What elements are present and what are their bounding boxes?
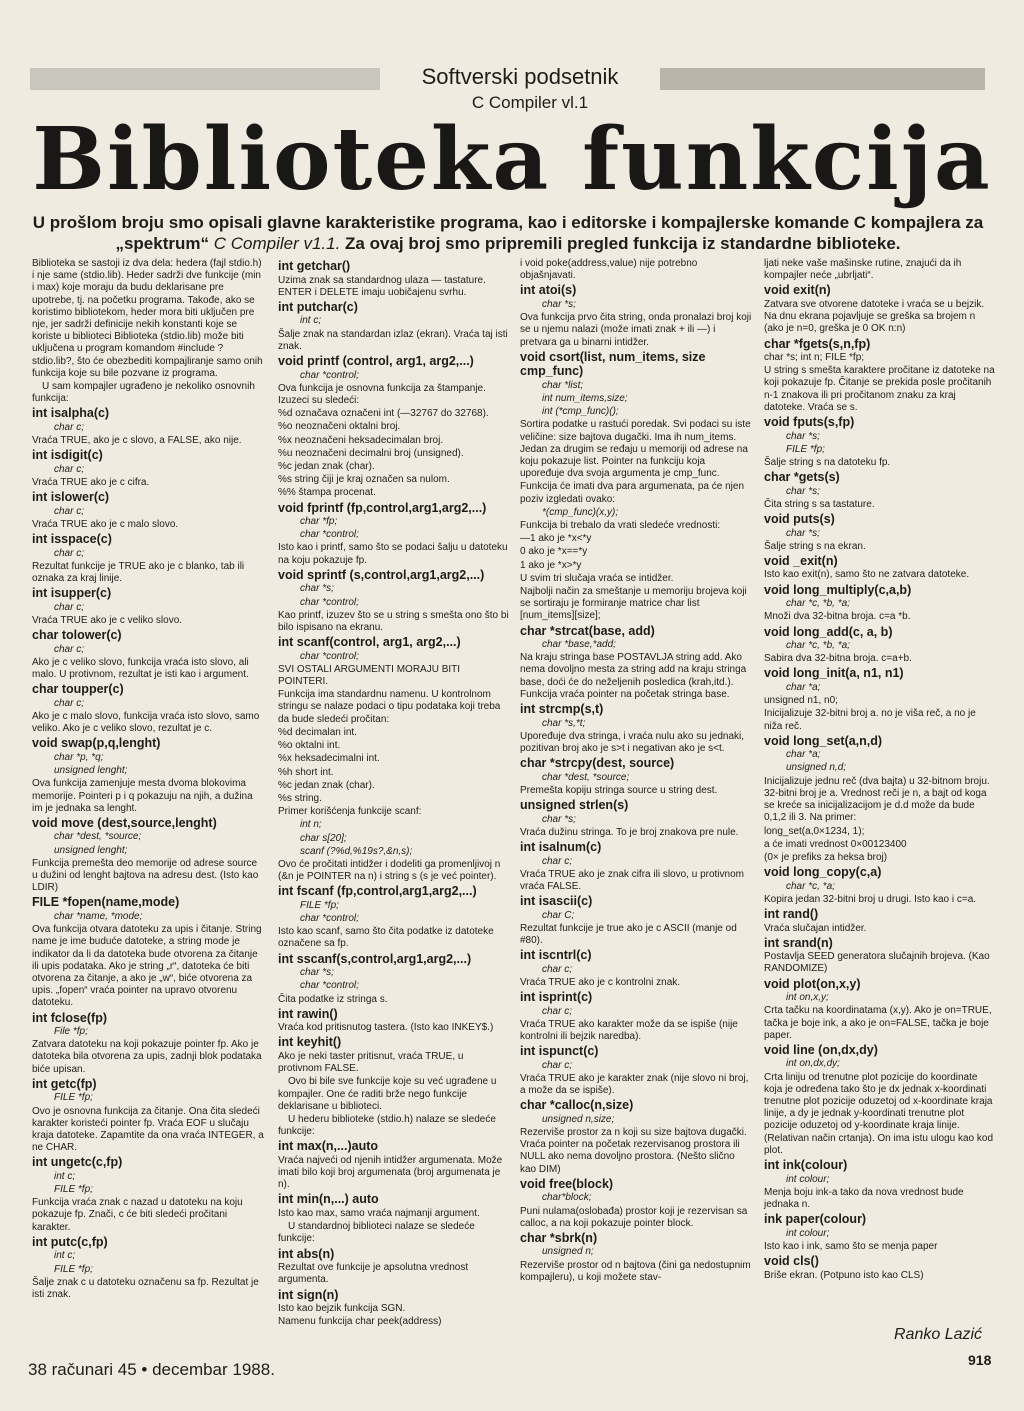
body-text: Zatvara sve otvorene datoteke i vraća se u bejzik. Na dnu ekrana pojavljuje se greška sa brojem n (ako je n=0, greška je 0 OK n:n) <box>764 298 985 335</box>
function-argument: char *name, *mode; <box>54 910 143 922</box>
body-text: Množi dva 32-bitna broja. c=a *b. <box>764 611 911 623</box>
function-signature: void long_init(a, n1, n1) <box>764 666 904 681</box>
function-signature: void csort(list, num_items, size cmp_func) <box>520 349 706 379</box>
body-text: Inicijalizuje 32-bitni broj a. no je viša reč, a no je niža reč. <box>764 708 976 732</box>
function-argument: char *s; <box>786 485 820 497</box>
function-argument: unsigned lenght; <box>54 765 128 777</box>
function-argument: char*block; <box>542 1192 592 1204</box>
body-text: Vraća dužinu stringa. To je broj znakova pre nule. <box>520 826 739 838</box>
body-text: Ovo će pročitati intidžer i dodeliti ga promenljivoj n (&n je POINTER na n) i string s (s je već pointer). <box>278 858 501 883</box>
function-signature: FILE *fopen(name,mode) <box>32 895 180 910</box>
function-signature: int atoi(s) <box>520 283 577 298</box>
function-argument: char *s,*t; <box>542 717 586 729</box>
body-text: Puni nulama(oslobađa) prostor koji je rezervisan sa calloc, a na koji pokazuje pointer block. <box>520 1205 748 1229</box>
body-text: Na kraju stringa base POSTAVLJA string add. Ako nema dovoljno mesta za string add na kraju stringa base, doći će do neželjenih posledica (krah,itd.). Funkcija vraća pointer na početak stringa base. <box>520 652 747 700</box>
function-signature: int keyhit() <box>278 1035 342 1050</box>
body-text: %c jedan znak (char). <box>278 460 375 472</box>
function-signature: ink paper(colour) <box>764 1212 867 1227</box>
body-text: Rezultat ove funkcije je apsolutna vrednost argumenta. <box>278 1262 469 1286</box>
column-2 <box>278 258 510 1329</box>
folio: 38 računari 45 • decembar 1988. <box>28 1360 275 1379</box>
function-signature: void printf (control, arg1, arg2,...) <box>278 354 474 369</box>
body-text: %o neoznačeni oktalni broj. <box>278 421 401 433</box>
function-argument: int c; <box>54 1170 76 1182</box>
function-signature: void exit(n) <box>764 283 831 298</box>
body-text: Vraća TRUE ako karakter može da se ispiše (nije kontrolni ili bejzik naredba). <box>520 1018 738 1043</box>
body-text: %s string čiji je kraj označen sa nulom. <box>278 474 450 486</box>
body-text: Postavlja SEED generatora slučajnih brojeva. (Kao RANDOMIZE) <box>764 951 990 975</box>
function-argument: char *control; <box>300 650 359 662</box>
body-text: Namenu funkcija char peek(address) <box>278 1316 442 1328</box>
function-signature: int rawin() <box>278 1006 338 1021</box>
article-lead <box>8 212 1008 254</box>
function-argument: char *s; <box>786 430 820 442</box>
body-text: char *s; int n; FILE *fp; <box>764 352 865 364</box>
function-signature: int getchar() <box>278 259 351 273</box>
function-signature: char *sbrk(n) <box>520 1230 598 1245</box>
body-text: U standardnoj biblioteci nalaze se sledeće funkcije: <box>278 1221 475 1245</box>
body-text: Kopira jedan 32-bitni broj u drugi. Isto kao i c=a. <box>764 893 977 905</box>
body-text: —1 ako je *x<*y <box>520 533 592 545</box>
function-signature: char *strcpy(dest, source) <box>520 756 675 771</box>
function-signature: char *gets(s) <box>764 470 840 485</box>
function-argument: char *control; <box>300 369 359 381</box>
function-argument: FILE *fp; <box>54 1092 93 1104</box>
function-argument: int num_items,size; <box>542 392 628 404</box>
function-argument: char c; <box>54 697 85 709</box>
function-argument: char *c, *b, *a; <box>786 640 850 652</box>
body-text: %% štampa procenat. <box>278 487 376 499</box>
function-signature: int getc(fp) <box>32 1076 97 1091</box>
function-argument: char c; <box>54 547 85 559</box>
body-text: %d označava označeni int (—32767 do 32768). <box>278 408 489 420</box>
body-text: Čita podatke iz stringa s. <box>278 993 388 1005</box>
body-text: Šalje string s na ekran. <box>764 540 866 552</box>
body-text: Kao printf, izuzev što se u string s smešta ono što bi bilo ispisano na ekranu. <box>278 609 509 633</box>
body-text: Biblioteka se sastoji iz dva dela: hedera (fajl stdio.h) i nje same (stdio.lib). Heder sadrži dve funkcije (min i max) koje moraju da budu deklarisane pre upotrebe, tj. na početku programa. Takođe, ako se koristimo bibliotekom, heder mora biti uključen pre nje, jer sadrži definicije nekih konstanti koje se koriste u biblioteci Biblioteka (stdio.lib) može biti uključena u program komandom #include ?stdio.lib?, što će obezbediti kompajliranje samo onih funkcija koje su bile pozvane iz programa. <box>32 258 263 379</box>
function-argument: int on,x,y; <box>786 992 829 1004</box>
section-kicker: Softverski podsetnik <box>380 62 660 92</box>
body-text: U svim tri slučaja vraća se intidžer. <box>520 572 674 584</box>
function-argument: char *c, *a; <box>786 880 835 892</box>
body-text: Isto kao scanf, samo što čita podatke iz datoteke označene sa fp. <box>278 926 494 950</box>
function-signature: int abs(n) <box>278 1246 335 1261</box>
function-argument: char c; <box>54 421 85 433</box>
function-signature: int ink(colour) <box>764 1158 848 1173</box>
body-text: Ako je c veliko slovo, funkcija vraća isto slovo, ali malo. U protivnom, rezultat je isti kao i argument. <box>32 656 249 681</box>
body-text: Sortira podatke u rastući poredak. Svi podaci su iste veličine: size bajtova dugački. Ima ih num_items. Jedan za drugim se ređaju u memoriji od adrese na koju pokazuje list. Pointer na funkciju koja upoređuje dva svoja argumenta je cmp_func. <box>520 419 751 480</box>
function-signature: int isspace(c) <box>32 532 112 547</box>
function-argument: char *base,*add; <box>542 639 616 651</box>
function-argument: char *s; <box>542 298 576 310</box>
body-text: Ako je neki taster pritisnut, vraća TRUE, u protivnom FALSE. <box>278 1050 464 1075</box>
body-text: Ova funkcija zamenjuje mesta dvoma blokovima memorije. Pointeri p i q pokazuju na njih, a dužina im je jednaka sa lenght. <box>32 778 253 814</box>
body-text: Funkcija vraća znak c nazad u datoteku na koju pokazuje fp. Znači, c će biti sledeći pročitani karakter. <box>32 1197 243 1233</box>
function-signature: int strcmp(s,t) <box>520 702 604 717</box>
body-text: U sam kompajler ugrađeno je nekoliko osnovnih funkcija: <box>32 381 255 405</box>
body-text: Ovo bi bile sve funkcije koje su već ugrađene u kompajler. One će raditi brže nego funkcije deklarisane u biblioteci. <box>278 1076 497 1112</box>
function-signature: void swap(p,q,lenght) <box>32 736 161 751</box>
body-text: %x neoznačeni heksadecimalan broj. <box>278 434 444 446</box>
function-argument: int c; <box>300 315 322 327</box>
function-argument: File *fp; <box>54 1026 88 1038</box>
function-argument: char *dest, *source; <box>54 831 142 843</box>
function-argument: char *s; <box>786 527 820 539</box>
body-text: %u neoznačeni decimalni broj (unsigned). <box>278 447 464 459</box>
function-argument: char *s; <box>300 583 334 595</box>
function-argument: char c; <box>54 601 85 613</box>
body-text: Vraća najveći od njenih intidžer argumenata. Može imati bilo koji broj argumenata (broj argumenata je n). <box>278 1154 503 1191</box>
function-argument: int colour; <box>786 1173 830 1185</box>
body-text: Rezultat funkcije je true ako je c ASCII (manje od #80). <box>520 922 737 947</box>
function-signature: char *fgets(s,n,fp) <box>764 336 871 351</box>
body-text: Rezerviše prostor za n koji su size bajtova dugački. Vraća pointer na početak rezervisanog prostora ili NULL ako nema dovoljno prostora. (Nešto slično kao DIM) <box>520 1127 747 1175</box>
body-text: %d decimalan int. <box>278 726 357 738</box>
function-argument: unsigned n,d; <box>786 762 847 774</box>
header-rule-dark <box>640 68 985 90</box>
function-signature: int isupper(c) <box>32 586 112 601</box>
function-signature: char tolower(c) <box>32 628 122 643</box>
body-text: Primer korišćenja funkcije scanf: <box>278 806 422 818</box>
function-argument: char c; <box>54 505 85 517</box>
body-text: Sabira dva 32-bitna broja. c=a+b. <box>764 653 912 665</box>
body-text: a će imati vrednost 0×00123400 <box>764 838 907 850</box>
body-text: unsigned n1, n0; <box>764 695 838 707</box>
function-argument: unsigned n,size; <box>542 1113 615 1125</box>
function-signature: void long_add(c, a, b) <box>764 624 893 639</box>
body-text: Najbolji način za smeštanje u memoriju brojeva koji se sortiraju je formiranje matrice char list [num_items][size]; <box>520 585 747 622</box>
body-text: %x heksadecimalni int. <box>278 753 380 765</box>
body-text: Inicijalizuje jednu reč (dva bajta) u 32-bitnom broju. 32-bitni broj je a. Vrednost reči je n, a bajt od koga se kreće sa inicijalizacijom je d.d može da bude 0,1,2 ili 3. Na primer: <box>764 775 990 824</box>
function-signature: void move (dest,source,lenght) <box>32 815 217 830</box>
body-text: U string s smešta karaktere pročitane iz datoteke na koji pokazuje fp. Čitanje se prekida posle pročitanih n-1 znakova ili pri pročitanom znaku za kraj datoteke. Vraća se s. <box>764 365 995 413</box>
body-text: Ako je c malo slovo, funkcija vraća isto slovo, samo veliko. Ako je c veliko slovo, rezultat je c. <box>32 710 260 735</box>
function-signature: int isascii(c) <box>520 894 593 909</box>
page-number: 918 <box>968 1352 992 1368</box>
body-text: Rezerviše prostor od n bajtova (čini ga nedostupnim kompajleru), u koji možete stav- <box>520 1259 751 1283</box>
body-text: Isto kao i ink, samo što se menja paper <box>764 1240 938 1252</box>
function-signature: int scanf(control, arg1, arg2,...) <box>278 635 461 650</box>
function-signature: void puts(s) <box>764 512 835 527</box>
function-signature: void line (on,dx,dy) <box>764 1042 878 1057</box>
body-text: (0× je prefiks za heksa broj) <box>764 851 888 863</box>
author-signature: Ranko Lazić <box>894 1326 983 1343</box>
body-text: Funkcija će imati dva para argumenata, pa će njen poziv izgledati ovako: <box>520 481 745 505</box>
body-text: Zatvara datoteku na koji pokazuje pointer fp. Ako je datoteka bila otvorena za upis, zadnji blok podataka biće upisan. <box>32 1039 262 1075</box>
function-argument: char *dest, *source; <box>542 771 630 783</box>
function-argument: char *a; <box>786 681 821 693</box>
column-4 <box>764 258 996 1283</box>
function-signature: void _exit(n) <box>764 553 838 568</box>
body-text: SVI OSTALI ARGUMENTI MORAJU BITI POINTERI. <box>278 663 461 688</box>
function-argument: int (*cmp_func)(); <box>542 406 619 418</box>
body-text: Rezultat funkcije je TRUE ako je c blanko, tab ili oznaka za kraj linije. <box>32 560 245 585</box>
function-argument: char c; <box>542 963 573 975</box>
function-argument: int on,dx,dy; <box>786 1058 840 1070</box>
body-text: Isto kao exit(n), samo što ne zatvara datoteke. <box>764 569 970 581</box>
function-signature: char *strcat(base, add) <box>520 623 655 638</box>
body-text: Vraća TRUE ako je c malo slovo. <box>32 518 179 530</box>
body-text: Uzima znak sa standardnog ulaza — tastature. ENTER i DELETE imaju uobičajenu svrhu. <box>278 274 486 298</box>
body-text: Vraća kod pritisnutog tastera. (Isto kao INKEY$.) <box>278 1022 494 1034</box>
section-subtitle: C Compiler vl.1 <box>471 93 589 112</box>
body-text: ljati neke vaše mašinske rutine, znajući da ih kompajler neće „ubrljati“. <box>764 258 962 282</box>
body-text: Čita string s sa tastature. <box>764 498 875 510</box>
function-argument: FILE *fp; <box>54 1184 93 1196</box>
function-signature: int rand() <box>764 907 819 922</box>
body-text: 1 ako je *x>*y <box>520 559 582 571</box>
function-signature: void long_set(a,n,d) <box>764 733 883 748</box>
body-text: Funkcija ima standardnu namenu. U kontrolnom stringu se nalaze podaci o tipu podataka koji treba da bude sledeći pročitan: <box>278 689 501 725</box>
function-signature: char *calloc(n,size) <box>520 1098 634 1113</box>
body-text: Vraća TRUE ako je c kontrolni znak. <box>520 976 681 988</box>
function-argument: char c; <box>542 1005 573 1017</box>
function-argument: char c; <box>54 643 85 655</box>
function-argument: char *a; <box>786 749 821 761</box>
article-title: Biblioteka funkcija <box>32 109 992 210</box>
body-text: Vraća TRUE ako je c cifra. <box>32 477 150 489</box>
body-text: Premešta kopiju stringa source u string dest. <box>520 784 718 796</box>
body-text: long_set(a,0×1234, 1); <box>764 825 865 837</box>
body-text: Ova funkcija prvo čita string, onda pronalazi broj koji se u njemu nalazi (može imati znak + ili —) i pretvara ga u binarni intidžer. <box>520 312 752 348</box>
function-argument: unsigned n; <box>542 1246 594 1258</box>
body-text: Funkcija bi trebalo da vrati sledeće vrednosti: <box>520 519 721 531</box>
body-text: %s string. <box>278 792 322 804</box>
function-argument: char c; <box>54 463 85 475</box>
function-argument: FILE *fp; <box>54 1263 93 1275</box>
function-signature: unsigned strlen(s) <box>520 798 629 813</box>
function-signature: void fputs(s,fp) <box>764 415 855 430</box>
function-signature: void sprintf (s,control,arg1,arg2,...) <box>278 567 485 582</box>
function-signature: void free(block) <box>520 1176 614 1191</box>
function-signature: void long_copy(c,a) <box>764 865 882 880</box>
body-text: Vraća slučajan intidžer. <box>764 922 867 934</box>
function-argument: char *s; <box>542 813 576 825</box>
body-text: i void poke(address,value) nije potrebno objašnjavati. <box>520 258 698 282</box>
body-text: Šalje znak c u datoteku označenu sa fp. Rezultat je isti znak. <box>32 1276 259 1300</box>
body-text: Upoređuje dva stringa, i vraća nulu ako su jednaki, pozitivan broj ako je s>t i negativan ako je s<t. <box>520 730 745 754</box>
body-text: Vraća TRUE ako je znak cifra ili slovo, u protivnom vraća FALSE. <box>520 868 744 892</box>
function-signature: int ispunct(c) <box>520 1044 599 1059</box>
function-argument: char *p, *q; <box>54 751 104 763</box>
function-signature: int isdigit(c) <box>32 448 103 463</box>
body-text: Isto kao max, samo vraća najmanji argument. <box>278 1207 480 1219</box>
function-signature: int fclose(fp) <box>32 1010 107 1025</box>
function-argument: char *s; <box>300 967 334 979</box>
function-signature: int sscanf(s,control,arg1,arg2,...) <box>278 951 472 966</box>
function-signature: void cls() <box>764 1254 819 1269</box>
function-signature: void long_multiply(c,a,b) <box>764 582 912 597</box>
function-argument: unsigned lenght; <box>54 844 128 856</box>
function-signature: int putc(c,fp) <box>32 1234 108 1249</box>
function-argument: int n; <box>300 819 322 831</box>
body-text: U hederu biblioteke (stdio.h) nalaze se sledeće funkcije: <box>278 1113 496 1138</box>
body-text: Vraća TRUE ako je c veliko slovo. <box>32 614 183 626</box>
function-argument: *(cmp_func)(x,y); <box>542 506 619 518</box>
function-signature: int islower(c) <box>32 490 110 505</box>
body-text: Funkcija premešta deo memorije od adrese source u dužini od lenght bajtova na adresu dest. (Isto kao LDIR) <box>32 857 259 894</box>
body-text: Vraća TRUE ako je karakter znak (nije slovo ni broj, a može da se ispiše). <box>520 1072 749 1097</box>
lead-text-2: Za ovaj broj smo pripremili pregled funkcija iz standardne biblioteke. <box>340 234 901 253</box>
function-argument: int c; <box>54 1250 76 1262</box>
function-argument: char *c, *b, *a; <box>786 598 850 610</box>
function-argument: char c; <box>542 1059 573 1071</box>
body-text: Šalje string s na datoteku fp. <box>764 456 891 468</box>
function-signature: int ungetc(c,fp) <box>32 1155 123 1170</box>
function-argument: char *control; <box>300 529 359 541</box>
function-argument: FILE *fp; <box>300 899 339 911</box>
function-argument: char *fp; <box>300 516 338 528</box>
body-text: Šalje znak na standardan izlaz (ekran). Vraća taj isti znak. <box>278 328 508 352</box>
function-signature: int srand(n) <box>764 935 833 950</box>
function-signature: int isalnum(c) <box>520 840 602 855</box>
body-text: Crta liniju od trenutne plot pozicije do koordinate koja je određena tako što je dx jednak x-koordinati trenutne plot pozicije oduzetoj od x-koordinate kraja linije, a dy je jednak y-koordinati trenutne plot pozicije oduzetoj od y-koordinate kraja linije. (Relativan način crtanja). On ima istu ulogu kao kod plot. <box>764 1071 994 1156</box>
body-text: %c jedan znak (char). <box>278 779 375 791</box>
body-text: 0 ako je *x==*y <box>520 546 588 558</box>
body-text: Briše ekran. (Potpuno isto kao CLS) <box>764 1269 924 1281</box>
function-signature: void plot(on,x,y) <box>764 976 861 991</box>
body-text: Ovo je osnovna funkcija za čitanje. Ona čita sledeći karakter koristeći pointer fp. Vraća EOF u slučaju kraja datoteke. Zapamtite da ona vraća INTEGER, a ne CHAR. <box>32 1105 264 1154</box>
function-signature: int iscntrl(c) <box>520 948 592 963</box>
body-text: Ova funkcija otvara datoteku za upis i čitanje. String name je ime buduće datoteke, a string mode je indikator da li da datoteka bude otvorena za čitanje ili upis podataka. Ako je string „r“, datoteka će biti otvorena za čitanje, a ako je „w“, biće otvorena za upis. „fopen“ vraća pointer na upravo otvorenu datoteku. <box>32 924 262 1009</box>
function-signature: char toupper(c) <box>32 682 124 697</box>
column-1 <box>32 258 264 1302</box>
function-signature: void fprintf (fp,control,arg1,arg2,...) <box>278 500 487 515</box>
lead-italic: C Compiler v1.1. <box>213 234 341 253</box>
body-text: %h short int. <box>278 766 334 778</box>
function-argument: scanf (?%d,%19s?,&n,s); <box>300 845 413 857</box>
function-signature: int sign(n) <box>278 1287 339 1302</box>
function-argument: char c; <box>542 855 573 867</box>
body-text: %o oktalni int. <box>278 740 341 752</box>
function-argument: char s[20]; <box>300 832 347 844</box>
body-text: Ova funkcija je osnovna funkcija za štampanje. Izuzeci su sledeći: <box>278 382 486 406</box>
body-text: Menja boju ink-a tako da nova vrednost bude jednaka n. <box>764 1186 964 1210</box>
function-signature: int isprint(c) <box>520 990 593 1005</box>
function-signature: int isalpha(c) <box>32 406 110 421</box>
function-argument: FILE *fp; <box>786 443 825 455</box>
function-argument: char C; <box>542 909 575 921</box>
body-text: Isto kao bejzik funkcija SGN. <box>278 1303 406 1314</box>
function-argument: char *control; <box>300 596 359 608</box>
lead-text-1: U prošlom broju smo opisali glavne karakteristike programa, kao i editorske i kompajlerske komande C kompajlera za „spektrum“ <box>32 213 984 253</box>
function-argument: char *list; <box>542 379 584 391</box>
body-text: Crta tačku na koordinatama (x,y). Ako je on=TRUE, tačka je boje ink, a ako je on=FALSE, tačka je boje paper. <box>764 1005 992 1041</box>
function-signature: int max(n,...)auto <box>278 1139 378 1154</box>
body-text: Isto kao i printf, samo što se podaci šalju u datoteku na koju pokazuje fp. <box>278 542 508 566</box>
function-argument: char *control; <box>300 980 359 992</box>
function-argument: int colour; <box>786 1227 830 1239</box>
body-text: Vraća TRUE, ako je c slovo, a FALSE, ako nije. <box>32 435 242 447</box>
function-signature: int fscanf (fp,control,arg1,arg2,...) <box>278 884 477 899</box>
function-argument: char *control; <box>300 913 359 925</box>
column-3 <box>520 258 752 1285</box>
function-signature: int putchar(c) <box>278 299 358 314</box>
function-signature: int min(n,...) auto <box>278 1192 379 1207</box>
